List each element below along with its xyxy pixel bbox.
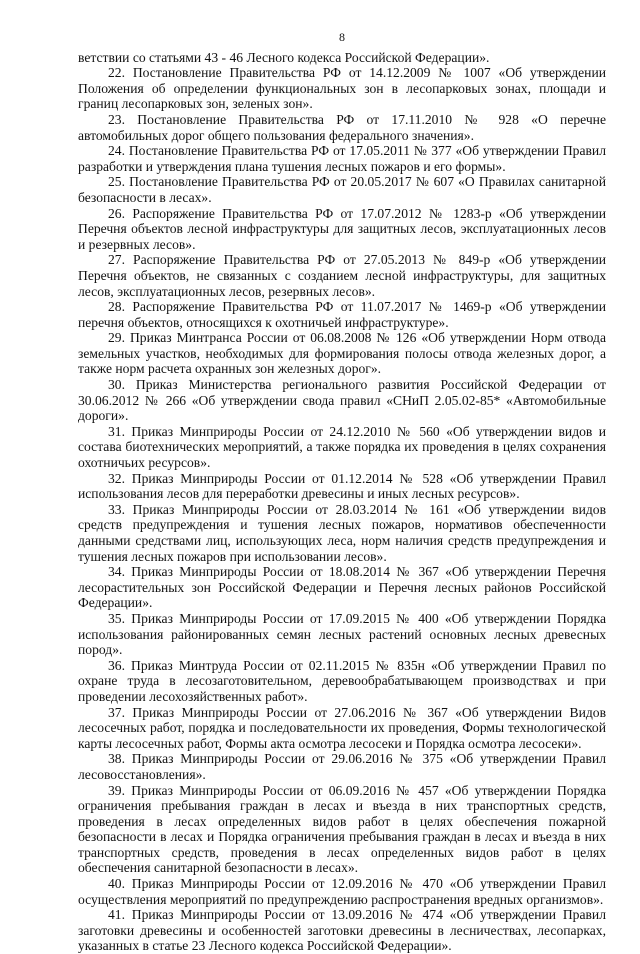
list-item: 24. Постановление Правительства РФ от 17.05.2011 № 377 «Об утверждении Правил разработки и утверждения плана тушения лесных пожаров и его формы». [78, 143, 606, 174]
list-item: 38. Приказ Минприроды России от 29.06.2016 № 375 «Об утверждении Правил лесовосстановления». [78, 751, 606, 782]
list-item: 39. Приказ Минприроды России от 06.09.2016 № 457 «Об утверждении Порядка ограничения пребывания граждан в лесах и въезда в них транспортных средств, проведения в лесах определенных видов работ в целях обеспечения пожарной безопасности в лесах и Порядка ограничения пребывания граждан в лесах и въезда в них транспортных средств, проведения в лесах определенных видов работ в целях обеспечения санитарной безопасности в лесах». [78, 782, 606, 876]
list-item: 34. Приказ Минприроды России от 18.08.2014 № 367 «Об утверждении Перечня лесорастительных зон Российской Федерации и Перечня лесных районов Российской Федерации». [78, 564, 606, 611]
list-item: 30. Приказ Министерства регионального развития Российской Федерации от 30.06.2012 № 266 «Об утверждении свода правил «СНиП 2.05.02-85* «Автомобильные дороги». [78, 377, 606, 424]
list-item: 26. Распоряжение Правительства РФ от 17.07.2012 № 1283-р «Об утверждении Перечня объектов лесной инфраструктуры для защитных лесов, эксплуатационных лесов и резервных лесов». [78, 205, 606, 252]
document-page [78, 30, 606, 954]
list-item: 41. Приказ Минприроды России от 13.09.2016 № 474 «Об утверждении Правил заготовки древесины и особенностей заготовки древесины в лесничествах, лесопарках, указанных в статье 23 Лесного кодекса Российской Федерации». [78, 907, 606, 954]
list-item: 33. Приказ Минприроды России от 28.03.2014 № 161 «Об утверждении видов средств предупреждения и тушения лесных пожаров, нормативов обеспеченности данными средствами лиц, использующих леса, норм наличия средств предупреждения и тушения лесных пожаров при использовании лесов». [78, 501, 606, 564]
list-item: 29. Приказ Минтранса России от 06.08.2008 № 126 «Об утверждении Норм отвода земельных участков, необходимых для формирования полосы отвода железных дорог, а также норм расчета охранных зон железных дорог». [78, 330, 606, 377]
list-item: 22. Постановление Правительства РФ от 14.12.2009 № 1007 «Об утверждении Положения об определении функциональных зон в лесопарковых зонах, площади и границ лесопарковых зон, зеленых зон». [78, 65, 606, 112]
page-number: 8 [339, 30, 345, 44]
list-item: 32. Приказ Минприроды России от 01.12.2014 № 528 «Об утверждении Правил использования лесов для переработки древесины и иных лесных ресурсов». [78, 470, 606, 502]
list-item: 36. Приказ Минтруда России от 02.11.2015 № 835н «Об утверждении Правил по охране труда в лесозаготовительном, деревообрабатывающем производствах и при проведении лесохозяйственных работ». [78, 657, 606, 704]
list-item: 31. Приказ Минприроды России от 24.12.2010 № 560 «Об утверждении видов и состава биотехнических мероприятий, а также порядка их проведения в целях сохранения охотничьих ресурсов». [78, 423, 606, 471]
list-item: 25. Постановление Правительства РФ от 20.05.2017 № 607 «О Правилах санитарной безопасности в лесах». [78, 174, 606, 205]
list-item: 37. Приказ Минприроды России от 27.06.2016 № 367 «Об утверждении Видов лесосечных работ, порядка и последовательности их проведения, Формы технологической карты лесосечных работ, Формы акта осмотра лесосеки и Порядка осмотра лесосеки». [78, 704, 606, 751]
continuation-paragraph: ветствии со статьями 43 - 46 Лесного кодекса Российской Федерации». [78, 49, 490, 65]
list-item: 27. Распоряжение Правительства РФ от 27.05.2013 № 849-р «Об утверждении Перечня объектов, не связанных с созданием лесной инфраструктуры, для защитных лесов, эксплуатационных лесов, резервных лесов». [78, 252, 606, 299]
list-item: 28. Распоряжение Правительства РФ от 11.07.2017 № 1469-р «Об утверждении перечня объектов, относящихся к охотничьей инфраструктуре». [78, 299, 606, 330]
list-item: 40. Приказ Минприроды России от 12.09.2016 № 470 «Об утверждении Правил осуществления мероприятий по предупреждению распространения вредных организмов». [78, 876, 606, 907]
list-item: 35. Приказ Минприроды России от 17.09.2015 № 400 «Об утверждении Порядка использования районированных семян лесных растений основных лесных древесных пород». [78, 610, 606, 658]
list-item: 23. Постановление Правительства РФ от 17.11.2010 № 928 «О перечне автомобильных дорог общего пользования федерального значения». [78, 111, 606, 143]
